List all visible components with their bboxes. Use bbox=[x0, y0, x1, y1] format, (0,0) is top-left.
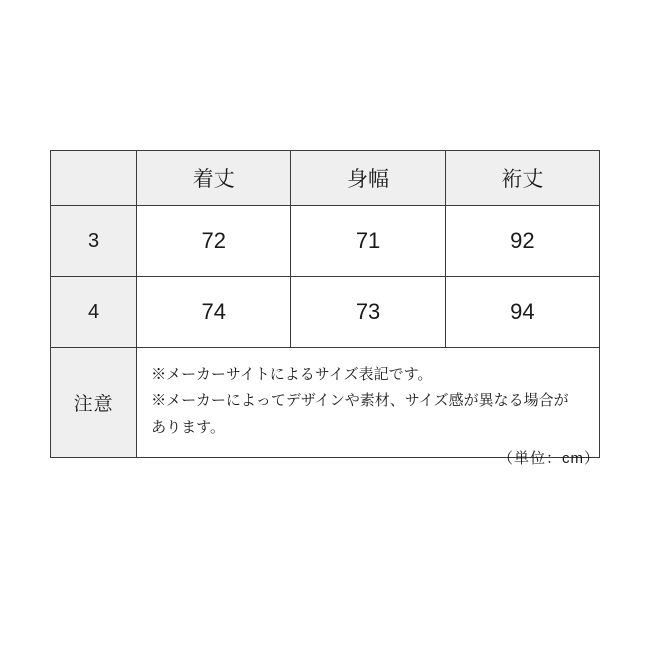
table-row bbox=[51, 206, 600, 277]
size-table-container bbox=[50, 150, 600, 458]
unit-note: （単位：cm） bbox=[498, 450, 600, 467]
cell-size4-sleeve: 94 bbox=[445, 277, 599, 348]
note-line: あります。 bbox=[151, 418, 225, 436]
column-header-width: 身幅 bbox=[291, 151, 445, 206]
cell-size4-width: 73 bbox=[291, 277, 445, 348]
row-label-size-3: 3 bbox=[51, 206, 137, 277]
column-header-length: 着丈 bbox=[137, 151, 291, 206]
note-line: ※メーカーサイトによるサイズ表記です。 bbox=[151, 366, 433, 383]
size-table bbox=[50, 150, 600, 458]
cell-size4-length: 74 bbox=[137, 277, 291, 348]
column-header-sleeve: 裄丈 bbox=[445, 151, 599, 206]
cell-size3-length: 72 bbox=[137, 206, 291, 277]
note-label: 注意 bbox=[51, 348, 137, 458]
table-corner-cell bbox=[51, 151, 137, 206]
note-line: ※メーカーによってデザインや素材、サイズ感が異なる場合が bbox=[151, 392, 569, 410]
cell-size3-sleeve: 92 bbox=[445, 206, 599, 277]
note-content bbox=[137, 348, 600, 458]
table-note-row bbox=[51, 348, 600, 458]
table-header-row bbox=[51, 151, 600, 206]
table-row bbox=[51, 277, 600, 348]
row-label-size-4: 4 bbox=[51, 277, 137, 348]
cell-size3-width: 71 bbox=[291, 206, 445, 277]
